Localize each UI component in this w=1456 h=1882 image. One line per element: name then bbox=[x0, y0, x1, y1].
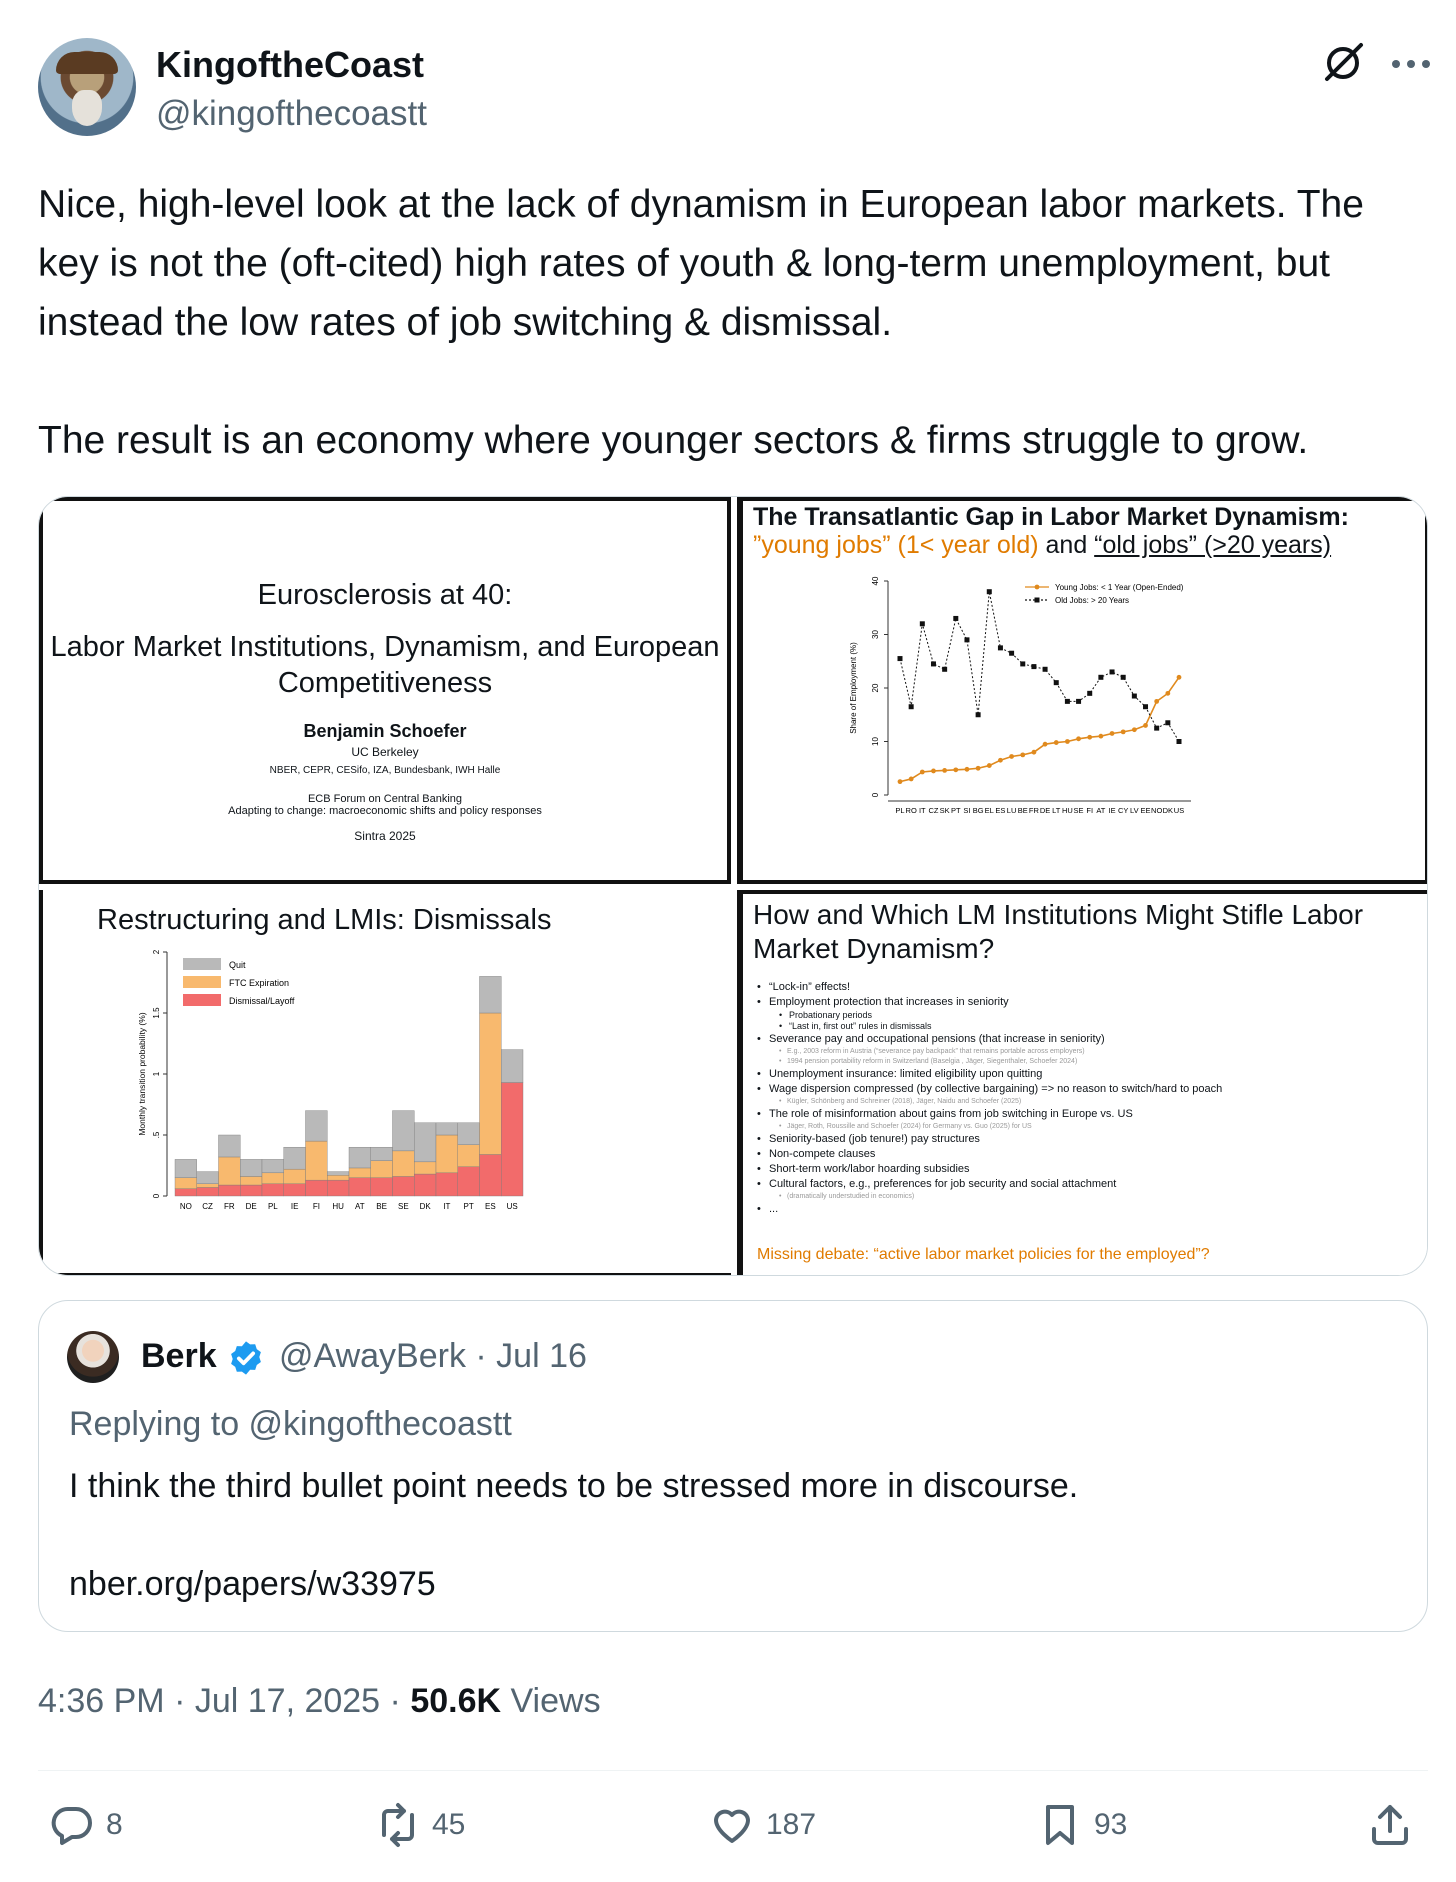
lmi-bullet-main: • “Lock-in” effects! bbox=[757, 980, 1427, 995]
quote-avatar[interactable] bbox=[67, 1331, 119, 1383]
x-tick-label: HU bbox=[1061, 806, 1073, 815]
bar-segment bbox=[501, 1083, 523, 1196]
bar-segment bbox=[175, 1159, 197, 1177]
slide-title[interactable] bbox=[39, 497, 731, 884]
data-point-old bbox=[998, 645, 1003, 650]
x-tick-label: DK bbox=[1162, 806, 1174, 815]
x-tick-label: PT bbox=[463, 1202, 474, 1211]
x-tick-label: US bbox=[1173, 806, 1185, 815]
y-tick-label: 2 bbox=[152, 949, 161, 955]
x-tick-label: CZ bbox=[928, 806, 939, 815]
reply-icon bbox=[48, 1801, 96, 1849]
y-tick-label: 1 bbox=[152, 1071, 161, 1077]
lmi-bullet-main: • The role of misinformation about gains from job switching in Europe vs. US bbox=[757, 1107, 1427, 1122]
data-point-old bbox=[953, 616, 958, 621]
data-point-young bbox=[953, 767, 958, 772]
x-tick-label: FI bbox=[1086, 806, 1094, 815]
x-tick-label: CY bbox=[1117, 806, 1129, 815]
x-tick-label: BG bbox=[972, 806, 984, 815]
slide-title-affiliations2: NBER, CEPR, CESifo, IZA, Bundesbank, IWH Halle bbox=[269, 765, 501, 776]
data-point-old bbox=[1177, 739, 1182, 744]
bar-segment bbox=[349, 1147, 371, 1168]
legend-label: Quit bbox=[229, 960, 246, 970]
x-tick-label: ES bbox=[485, 1202, 496, 1211]
bar-segment bbox=[327, 1172, 349, 1176]
legend-label: Old Jobs: > 20 Years bbox=[1055, 596, 1130, 605]
bar-segment bbox=[175, 1178, 197, 1189]
data-point-old bbox=[1020, 661, 1025, 666]
bar-segment bbox=[219, 1135, 241, 1157]
data-point-old bbox=[1031, 664, 1036, 669]
like-icon bbox=[708, 1801, 756, 1849]
x-tick-label: BE bbox=[376, 1202, 387, 1211]
x-tick-label: LU bbox=[1006, 806, 1017, 815]
lmi-bullet-main: • ... bbox=[757, 1202, 1427, 1217]
bar-segment bbox=[393, 1151, 415, 1177]
bar-segment bbox=[175, 1189, 197, 1196]
bar-segment bbox=[414, 1174, 436, 1196]
bar-segment bbox=[458, 1123, 480, 1145]
x-tick-label: PL bbox=[267, 1202, 278, 1211]
data-point-young bbox=[965, 767, 970, 772]
bar-segment bbox=[240, 1185, 262, 1196]
x-tick-label: DK bbox=[419, 1202, 431, 1211]
series-line bbox=[900, 592, 1179, 742]
transition-probability-bar-chart bbox=[43, 940, 731, 1270]
lmi-bullet-sub: • Probationary periods bbox=[757, 1010, 1427, 1021]
lmi-bullet-main: • Short-term work/labor hoarding subsidies bbox=[757, 1162, 1427, 1177]
share-button[interactable] bbox=[1366, 1800, 1424, 1850]
gap-slide-subtitle bbox=[753, 531, 1331, 560]
y-tick-label: 0 bbox=[871, 792, 880, 798]
x-tick-label: EE bbox=[1140, 806, 1151, 815]
slide-title-forum-theme: Adapting to change: macroeconomic shifts and policy responses bbox=[228, 805, 542, 817]
data-point-young bbox=[898, 779, 903, 784]
bar-segment bbox=[262, 1173, 284, 1184]
author-avatar[interactable] bbox=[38, 38, 136, 136]
more-icon[interactable] bbox=[1388, 44, 1434, 84]
gap-subtitle-and: and bbox=[1038, 531, 1095, 559]
x-tick-label: SI bbox=[963, 806, 971, 815]
x-tick-label: FR bbox=[1028, 806, 1039, 815]
data-point-old bbox=[1054, 680, 1059, 685]
bar-segment bbox=[306, 1180, 328, 1196]
data-point-old bbox=[1154, 726, 1159, 731]
bar-segment bbox=[458, 1145, 480, 1167]
bar-segment bbox=[393, 1111, 415, 1151]
bar-segment bbox=[349, 1168, 371, 1178]
x-tick-label: RO bbox=[905, 806, 917, 815]
x-tick-label: IE bbox=[1108, 806, 1116, 815]
gap-subtitle-young: ”young jobs” (1< year old) bbox=[753, 531, 1039, 559]
tweet-text: Nice, high-level look at the lack of dynamism in European labor markets. The key is not the (oft-cited) high rates of youth & long-term unemployment, but instead the low rates of job switching & dismissal. The result is an economy where younger sectors & firms struggle to grow. bbox=[38, 183, 1364, 462]
x-tick-label: CZ bbox=[202, 1202, 213, 1211]
slide-title-venue: Sintra 2025 bbox=[354, 829, 416, 843]
lmi-bullet-note: • 1994 pension portability reform in Switzerland (Baselgia , Jäger, Siegenthaler, Schoefer 2024) bbox=[757, 1057, 1427, 1067]
quote-meta: @AwayBerk · Jul 16 bbox=[279, 1337, 587, 1375]
y-tick-label: 10 bbox=[871, 737, 880, 746]
data-point-young bbox=[1143, 723, 1148, 728]
slide-title-forum-name: ECB Forum on Central Banking bbox=[307, 793, 463, 805]
data-point-young bbox=[1132, 727, 1137, 732]
data-point-young bbox=[920, 770, 925, 775]
bar-segment bbox=[414, 1162, 436, 1174]
gap-subtitle-old: “old jobs” (>20 years) bbox=[1094, 531, 1332, 559]
lmi-bullet-main: • Seniority-based (job tenure!) pay structures bbox=[757, 1132, 1427, 1147]
bar-segment bbox=[327, 1175, 349, 1180]
bar-segment bbox=[436, 1173, 458, 1196]
lmi-bullet-note: • E.g., 2003 reform in Austria (“severance pay backpack” that remains portable across employers) bbox=[757, 1047, 1427, 1057]
data-point-old bbox=[898, 656, 903, 661]
x-tick-label: EL bbox=[984, 806, 994, 815]
data-point-young bbox=[1020, 752, 1025, 757]
data-point-young bbox=[1177, 675, 1182, 680]
x-tick-label: AT bbox=[355, 1202, 365, 1211]
bar-segment bbox=[349, 1178, 371, 1196]
slide-title-heading: Eurosclerosis at 40: bbox=[257, 579, 513, 611]
lmi-bullet-main: • Wage dispersion compressed (by collective bargaining) => no reason to switch/hard to poach bbox=[757, 1082, 1427, 1097]
bar-segment bbox=[436, 1123, 458, 1135]
data-point-old bbox=[931, 661, 936, 666]
data-point-old bbox=[964, 637, 969, 642]
bar-segment bbox=[306, 1111, 328, 1142]
x-tick-label: US bbox=[506, 1202, 518, 1211]
legend-marker bbox=[1035, 585, 1040, 590]
x-tick-label: DE bbox=[1039, 806, 1051, 815]
bar-segment bbox=[197, 1184, 219, 1188]
x-tick-label: FI bbox=[312, 1202, 320, 1211]
x-tick-label: NO bbox=[179, 1202, 192, 1211]
bar-segment bbox=[219, 1185, 241, 1196]
verified-badge-icon bbox=[227, 1339, 265, 1377]
bookmark-count: 93 bbox=[1094, 1808, 1128, 1841]
lmi-bullet-sub: • “Last in, first out” rules in dismissals bbox=[757, 1021, 1427, 1032]
quote-text: I think the third bullet point needs to be stressed more in discourse. bbox=[69, 1467, 1079, 1505]
bar-segment bbox=[480, 1013, 502, 1155]
data-point-old bbox=[1121, 675, 1126, 680]
data-point-old bbox=[1165, 720, 1170, 725]
y-tick-label: 0 bbox=[152, 1193, 161, 1199]
bar-segment bbox=[197, 1187, 219, 1196]
legend-label: Young Jobs: < 1 Year (Open-Ended) bbox=[1055, 583, 1184, 592]
bar-segment bbox=[284, 1169, 306, 1184]
tweet-timestamp bbox=[38, 1682, 601, 1721]
grok-icon[interactable] bbox=[1318, 38, 1368, 88]
dismissals-slide-title: Restructuring and LMIs: Dismissals bbox=[97, 904, 552, 936]
data-point-young bbox=[1110, 731, 1115, 736]
author-display-name[interactable]: KingoftheCoast bbox=[156, 44, 424, 85]
series-line bbox=[900, 677, 1179, 781]
data-point-old bbox=[1087, 691, 1092, 696]
x-tick-label: HU bbox=[332, 1202, 344, 1211]
data-point-young bbox=[1065, 739, 1070, 744]
lmi-bullet-note: • (dramatically understudied in economics) bbox=[757, 1192, 1427, 1202]
x-tick-label: AT bbox=[1096, 806, 1106, 815]
data-point-young bbox=[987, 763, 992, 768]
y-tick-label: 20 bbox=[871, 683, 880, 693]
quoted-tweet[interactable] bbox=[38, 1300, 1428, 1632]
bar-segment bbox=[414, 1123, 436, 1162]
bar-segment bbox=[393, 1176, 415, 1196]
slide-lm-institutions[interactable] bbox=[737, 890, 1428, 1276]
tweet-time-date[interactable]: 4:36 PM · Jul 17, 2025 · bbox=[38, 1682, 411, 1720]
data-point-young bbox=[1121, 729, 1126, 734]
data-point-young bbox=[942, 768, 947, 773]
x-tick-label: DE bbox=[245, 1202, 257, 1211]
data-point-old bbox=[1143, 704, 1148, 709]
y-tick-label: 1.5 bbox=[152, 1007, 161, 1019]
data-point-old bbox=[1110, 669, 1115, 674]
bar-segment bbox=[371, 1147, 393, 1160]
data-point-young bbox=[909, 777, 914, 782]
data-point-young bbox=[1043, 742, 1048, 747]
bookmark-icon bbox=[1036, 1801, 1084, 1849]
x-tick-label: SE bbox=[1073, 806, 1084, 815]
x-tick-label: ES bbox=[995, 806, 1006, 815]
bar-segment bbox=[501, 1050, 523, 1083]
gap-slide-title: The Transatlantic Gap in Labor Market Dynamism: bbox=[753, 503, 1349, 531]
x-tick-label: IT bbox=[918, 806, 926, 815]
bar-segment bbox=[458, 1167, 480, 1196]
x-tick-label: LT bbox=[1052, 806, 1061, 815]
x-tick-label: IE bbox=[290, 1202, 299, 1211]
slide-title-affiliation: UC Berkeley bbox=[351, 745, 419, 759]
x-tick-label: PL bbox=[895, 806, 905, 815]
y-tick-label: .5 bbox=[152, 1131, 161, 1139]
x-tick-label: NO bbox=[1151, 806, 1163, 815]
data-point-young bbox=[1009, 754, 1014, 759]
bar-segment bbox=[262, 1184, 284, 1196]
lmi-bullet-main: • Employment protection that increases in seniority bbox=[757, 995, 1427, 1010]
x-tick-label: SE bbox=[398, 1202, 409, 1211]
repost-icon bbox=[374, 1801, 422, 1849]
quote-author-name[interactable]: Berk bbox=[141, 1337, 217, 1375]
data-point-old bbox=[976, 712, 981, 717]
bookmark-button[interactable] bbox=[1036, 1800, 1127, 1850]
tweet-media-grid[interactable] bbox=[38, 496, 1428, 1276]
data-point-old bbox=[1009, 651, 1014, 656]
bar-segment bbox=[240, 1159, 262, 1176]
data-point-young bbox=[931, 769, 936, 774]
data-point-young bbox=[1076, 736, 1081, 741]
young-old-jobs-line-chart bbox=[743, 571, 1425, 871]
legend-label: FTC Expiration bbox=[229, 978, 290, 988]
data-point-young bbox=[1098, 734, 1103, 739]
slide-title-author: Benjamin Schoefer bbox=[303, 721, 467, 741]
x-tick-label: LV bbox=[1130, 806, 1139, 815]
data-point-old bbox=[987, 589, 992, 594]
like-button[interactable] bbox=[708, 1800, 816, 1850]
lmi-bullet-main: • Severance pay and occupational pensions (that increase in seniority) bbox=[757, 1032, 1427, 1047]
y-tick-label: 40 bbox=[871, 576, 880, 586]
bar-segment bbox=[262, 1159, 284, 1172]
lmi-missing-debate: Missing debate: “active labor market policies for the employed”? bbox=[757, 1246, 1210, 1263]
bar-segment bbox=[284, 1147, 306, 1169]
legend-swatch bbox=[183, 994, 221, 1006]
share-icon bbox=[1366, 1801, 1414, 1849]
lmi-bullet-list bbox=[757, 980, 1427, 1217]
bar-segment bbox=[436, 1135, 458, 1173]
x-tick-label: IT bbox=[443, 1202, 451, 1211]
bar-segment bbox=[197, 1172, 219, 1184]
data-point-old bbox=[1132, 694, 1137, 699]
views-count: 50.6K bbox=[410, 1682, 502, 1720]
data-point-old bbox=[1065, 699, 1070, 704]
slide-title-forum bbox=[43, 793, 727, 817]
data-point-old bbox=[909, 704, 914, 709]
divider bbox=[38, 1770, 1428, 1771]
y-axis-label: Share of Employment (%) bbox=[849, 642, 858, 734]
reply-button[interactable] bbox=[48, 1800, 123, 1850]
bar-segment bbox=[371, 1178, 393, 1196]
views-label: Views bbox=[501, 1682, 601, 1720]
x-tick-label: PT bbox=[951, 806, 961, 815]
y-tick-label: 30 bbox=[871, 630, 880, 639]
data-point-young bbox=[976, 766, 981, 771]
bar-segment bbox=[371, 1161, 393, 1178]
data-point-young bbox=[1154, 699, 1159, 704]
data-point-young bbox=[1165, 691, 1170, 696]
data-point-old bbox=[1076, 699, 1081, 704]
x-tick-label: SK bbox=[939, 806, 950, 815]
legend-label: Dismissal/Layoff bbox=[229, 996, 295, 1006]
bar-segment bbox=[480, 1155, 502, 1196]
bar-segment bbox=[284, 1184, 306, 1196]
lmi-bullet-main: • Non-compete clauses bbox=[757, 1147, 1427, 1162]
reply-count: 8 bbox=[106, 1808, 123, 1841]
data-point-old bbox=[1098, 675, 1103, 680]
lmi-slide-title: How and Which LM Institutions Might Stifle Labor Market Dynamism? bbox=[753, 899, 1364, 964]
repost-button[interactable] bbox=[374, 1800, 465, 1850]
data-point-old bbox=[920, 621, 925, 626]
legend-swatch bbox=[183, 976, 221, 988]
author-handle[interactable]: @kingofthecoastt bbox=[156, 94, 427, 133]
bar-segment bbox=[240, 1176, 262, 1185]
bar-segment bbox=[306, 1141, 328, 1180]
data-point-young bbox=[1087, 735, 1092, 740]
like-count: 187 bbox=[766, 1808, 817, 1841]
data-point-young bbox=[998, 758, 1003, 763]
x-tick-label: BE bbox=[1017, 806, 1028, 815]
repost-count: 45 bbox=[432, 1808, 466, 1841]
data-point-young bbox=[1032, 750, 1037, 755]
lmi-bullet-note: • Jäger, Roth, Roussille and Schoefer (2024) for Germany vs. Guo (2025) for US bbox=[757, 1122, 1427, 1132]
slide-title-subtitle: Labor Market Institutions, Dynamism, and European Competitiveness bbox=[50, 631, 720, 699]
quote-link[interactable]: nber.org/papers/w33975 bbox=[69, 1565, 436, 1603]
quote-replying-to: Replying to @kingofthecoastt bbox=[69, 1405, 512, 1443]
lmi-bullet-note: • Kügler, Schönberg and Schreiner (2018), Jäger, Naidu and Schoefer (2025) bbox=[757, 1097, 1427, 1107]
legend-swatch bbox=[183, 958, 221, 970]
data-point-young bbox=[1054, 740, 1059, 745]
slide-transatlantic-gap[interactable] bbox=[737, 497, 1428, 884]
data-point-old bbox=[942, 667, 947, 672]
bar-segment bbox=[327, 1180, 349, 1196]
data-point-old bbox=[1043, 667, 1048, 672]
bar-segment bbox=[480, 976, 502, 1013]
legend-marker bbox=[1035, 598, 1040, 603]
x-tick-label: FR bbox=[224, 1202, 235, 1211]
bar-segment bbox=[219, 1157, 241, 1185]
slide-dismissals[interactable] bbox=[39, 890, 731, 1276]
y-axis-label: Monthly transition probability (%) bbox=[137, 1012, 147, 1136]
lmi-bullet-main: • Unemployment insurance: limited eligibility upon quitting bbox=[757, 1067, 1427, 1082]
lmi-bullet-main: • Cultural factors, e.g., preferences for job security and social attachment bbox=[757, 1177, 1427, 1192]
